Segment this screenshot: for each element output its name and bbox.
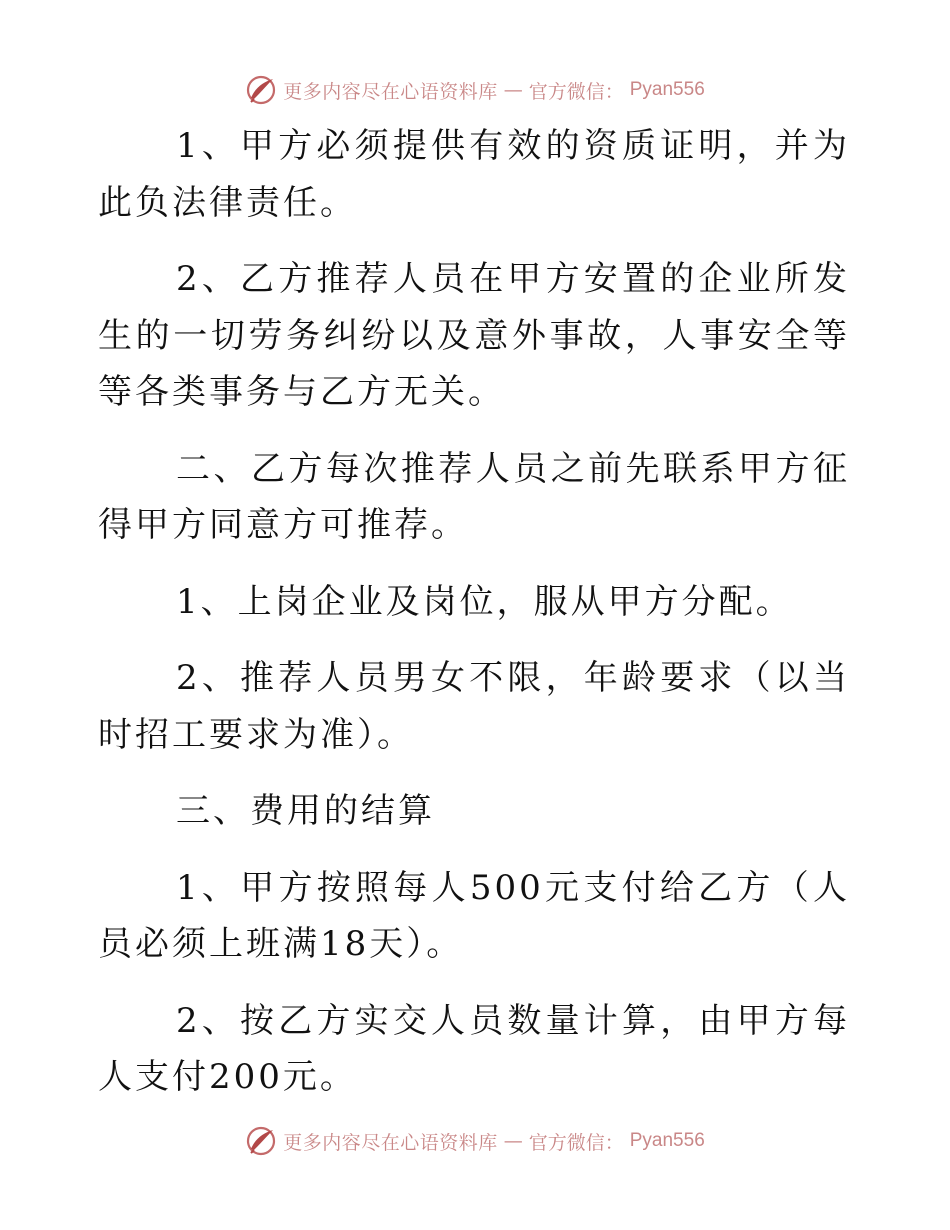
watermark-id: Pyan556 (629, 79, 705, 100)
watermark-dash: — (503, 1130, 523, 1152)
paragraph-8: 2、按乙方实交人员数量计算，由甲方每人支付200元。 (98, 1000, 850, 1097)
paragraph-1: 1、甲方必须提供有效的资质证明，并为此负法律责任。 (98, 126, 850, 223)
watermark-label: 官方微信： (528, 1131, 624, 1154)
watermark-label: 官方微信： (528, 80, 624, 103)
watermark-id: Pyan556 (629, 1130, 705, 1151)
paragraph-5: 2、推荐人员男女不限，年龄要求（以当时招工要求为准）。 (98, 658, 850, 755)
pen-logo-icon (245, 1125, 277, 1157)
pen-logo-icon (245, 74, 277, 106)
paragraph-2: 2、乙方推荐人员在甲方安置的企业所发生的一切劳务纠纷以及意外事故，人事安全等等各类事务与乙方无关。 (98, 259, 850, 412)
paragraph-4: 1、上岗企业及岗位，服从甲方分配。 (176, 581, 793, 622)
watermark-brand: 更多内容尽在心语资料库 (283, 1131, 498, 1154)
paragraph-3: 二、乙方每次推荐人员之前先联系甲方征得甲方同意方可推荐。 (98, 448, 850, 545)
paragraph-6: 三、费用的结算 (176, 791, 435, 831)
watermark-brand: 更多内容尽在心语资料库 (283, 80, 498, 103)
watermark-dash: — (503, 79, 523, 101)
document-body (98, 118, 850, 1106)
paragraph-7: 1、甲方按照每人500元支付给乙方（人员必须上班满18天）。 (98, 867, 850, 964)
header-watermark (0, 72, 950, 108)
footer-watermark (0, 1123, 950, 1159)
